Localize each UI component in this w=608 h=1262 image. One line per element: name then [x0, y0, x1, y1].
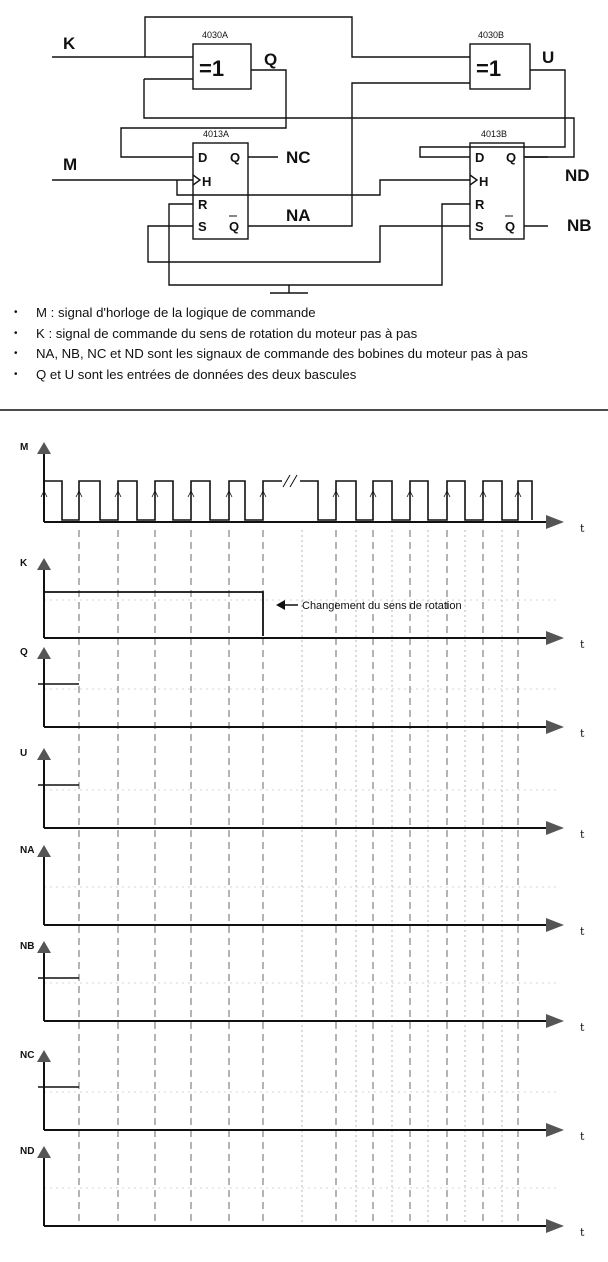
- axis-arrow-right: [546, 515, 564, 529]
- rising-edge-arrow: [370, 491, 376, 508]
- pin-b-s: S: [475, 219, 484, 234]
- rising-edge-arrow: [260, 491, 266, 508]
- time-label: t: [580, 727, 585, 740]
- clock-triangle-a: [193, 175, 200, 185]
- signal-label: M: [20, 442, 29, 453]
- note-item: • Q et U sont les entrées de données des deux bascules: [14, 365, 604, 386]
- rising-edge-arrow: [444, 491, 450, 508]
- timing-grid: [44, 530, 560, 1226]
- chip-ref-4030b: 4030B: [478, 30, 505, 40]
- rising-edge-arrow: [188, 491, 194, 508]
- time-label: t: [580, 925, 585, 938]
- signal-label: NB: [20, 941, 35, 952]
- clock-waveform-part1: [44, 481, 282, 520]
- signal-label: ND: [20, 1146, 35, 1157]
- axis-arrow-right: [546, 821, 564, 835]
- time-break-mark: [283, 475, 297, 487]
- wire-ff-a-set: [148, 226, 470, 262]
- direction-change-annotation: [276, 600, 462, 612]
- time-label: t: [580, 1021, 585, 1034]
- rising-edge-arrow: [115, 491, 121, 508]
- note-item: • NA, NB, NC et ND sont les signaux de commande des bobines du moteur pas à pas: [14, 344, 604, 365]
- label-nd: ND: [565, 166, 590, 185]
- note-item: • M : signal d'horloge de la logique de commande: [14, 303, 604, 324]
- label-u: U: [542, 48, 555, 67]
- rising-edge-arrow: [226, 491, 232, 508]
- wire-k-to-xor-b: [145, 17, 470, 57]
- label-nb: NB: [567, 216, 592, 235]
- pin-a-d: D: [198, 150, 208, 165]
- time-label: t: [580, 522, 585, 535]
- rising-edge-arrow: [515, 491, 521, 508]
- axis-arrow-up: [37, 748, 51, 760]
- axis-arrow-right: [546, 631, 564, 645]
- wire-ground: [270, 285, 308, 293]
- xor-symbol-b: =1: [476, 56, 502, 81]
- axis-arrow-up: [37, 442, 51, 454]
- wire-clock-to-b: [177, 180, 470, 195]
- pin-a-r: R: [198, 197, 208, 212]
- command-waveform: [44, 592, 263, 636]
- note-item: • K : signal de commande du sens de rotation du moteur pas à pas: [14, 324, 604, 345]
- pin-a-h: H: [202, 174, 212, 189]
- time-label: t: [580, 1130, 585, 1143]
- axis-arrow-up: [37, 845, 51, 857]
- label-m: M: [63, 155, 78, 174]
- clock-waveform-part2: [300, 481, 532, 520]
- pin-a-s: S: [198, 219, 207, 234]
- wire-q-output: [121, 70, 286, 157]
- axis-arrow-right: [546, 1219, 564, 1233]
- legend-notes: [14, 303, 604, 385]
- label-nc: NC: [286, 148, 311, 167]
- timing-diagram: [20, 442, 585, 1239]
- chip-ref-4013a: 4013A: [203, 129, 230, 139]
- time-label: t: [580, 828, 585, 841]
- chip-ref-4013b: 4013B: [481, 129, 508, 139]
- axis-arrow-up: [37, 941, 51, 953]
- signal-label: NC: [20, 1050, 35, 1061]
- label-q: Q: [264, 50, 278, 69]
- circuit-labels: [63, 30, 592, 235]
- axis-arrow-right: [546, 720, 564, 734]
- axis-arrow-up: [37, 1146, 51, 1158]
- pin-a-q: Q: [230, 150, 241, 165]
- pin-b-h: H: [479, 174, 489, 189]
- pin-a-qbar: Q: [229, 219, 240, 234]
- time-label: t: [580, 1226, 585, 1239]
- axis-arrow-up: [37, 1050, 51, 1062]
- signal-label: NA: [20, 845, 35, 856]
- pin-b-r: R: [475, 197, 485, 212]
- label-k: K: [63, 34, 76, 53]
- annotation-text: Changement du sens de rotation: [302, 600, 462, 612]
- axis-arrow-up: [37, 558, 51, 570]
- rising-edge-arrow: [41, 491, 47, 508]
- chip-ref-4030a: 4030A: [202, 30, 229, 40]
- axis-arrow-right: [546, 918, 564, 932]
- pin-b-q: Q: [506, 150, 517, 165]
- axis-arrow-right: [546, 1014, 564, 1028]
- rising-edge-arrow: [480, 491, 486, 508]
- xor-symbol-a: =1: [199, 56, 225, 81]
- time-label: t: [580, 638, 585, 651]
- label-na: NA: [286, 206, 311, 225]
- wire-na-to-xor-b: [248, 83, 470, 226]
- clock-triangle-b: [470, 175, 477, 185]
- rising-edge-arrow: [333, 491, 339, 508]
- wire-ff-a-reset: [169, 204, 470, 285]
- signal-label: Q: [20, 647, 28, 658]
- wire-nd-feedback: [144, 79, 574, 157]
- axis-arrow-right: [546, 1123, 564, 1137]
- rising-edge-arrow: [76, 491, 82, 508]
- annotation-arrow-head: [276, 600, 285, 610]
- axis-arrow-up: [37, 647, 51, 659]
- pin-b-d: D: [475, 150, 485, 165]
- pin-b-qbar: Q: [505, 219, 516, 234]
- signal-label: K: [20, 558, 28, 569]
- rising-edge-arrow: [152, 491, 158, 508]
- rising-edge-arrow: [407, 491, 413, 508]
- signal-label: U: [20, 748, 28, 759]
